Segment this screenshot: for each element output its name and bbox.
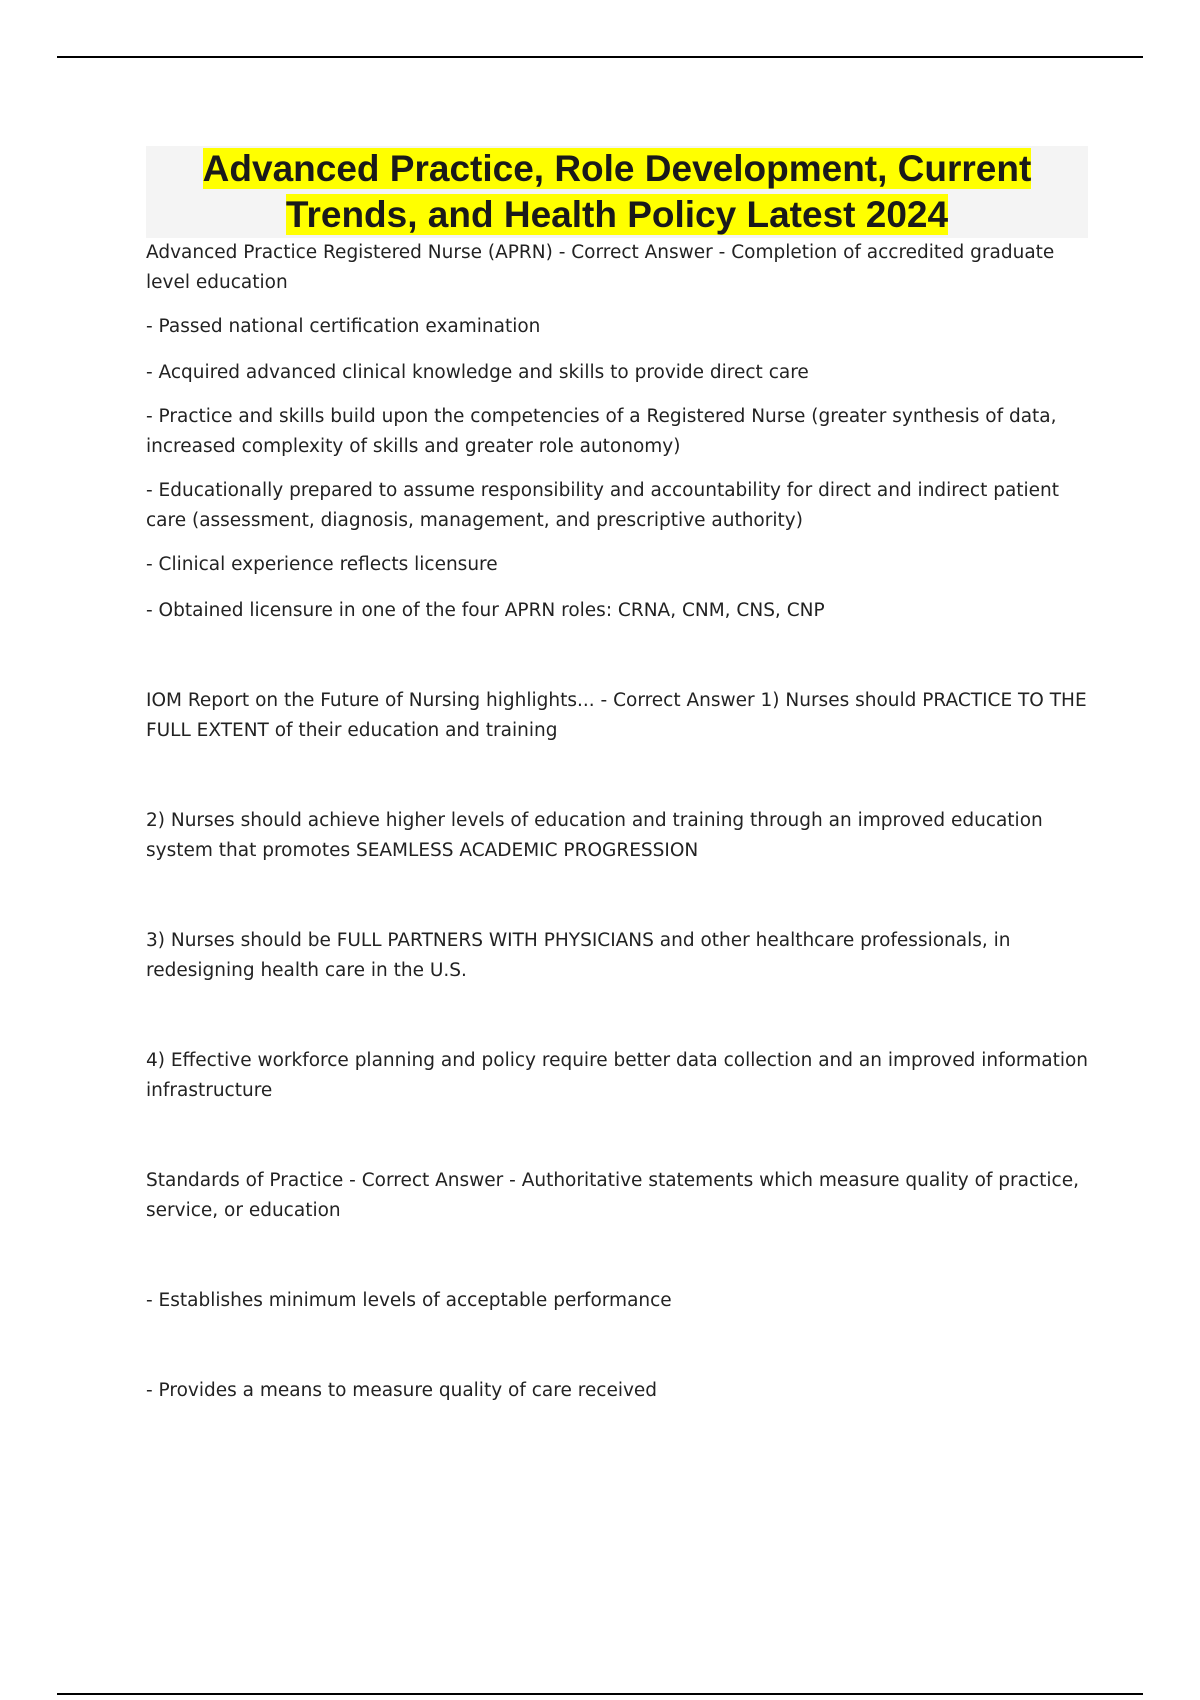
paragraph-bullet: - Passed national certification examination xyxy=(146,316,541,337)
paragraph-bullet: - Provides a means to measure quality of care received xyxy=(146,1380,658,1401)
paragraph-standards-of-practice: Standards of Practice - Correct Answer - Authoritative statements which measure quality of practice, service, or education xyxy=(146,1170,1079,1221)
paragraph-bullet: - Obtained licensure in one of the four APRN roles: CRNA, CNM, CNS, CNP xyxy=(146,600,825,621)
document-title xyxy=(146,146,1088,238)
paragraph-bullet: - Acquired advanced clinical knowledge and skills to provide direct care xyxy=(146,362,809,383)
paragraph-bullet: - Establishes minimum levels of acceptable performance xyxy=(146,1290,672,1311)
paragraph-iom-point-2: 2) Nurses should achieve higher levels of education and training through an improved education system that promotes SEAMLESS ACADEMIC PROGRESSION xyxy=(146,810,1043,861)
paragraph-bullet: - Clinical experience reflects licensure xyxy=(146,554,498,575)
title-line-2: Trends, and Health Policy Latest 2024 xyxy=(285,194,949,235)
paragraph-iom-report: IOM Report on the Future of Nursing highlights... - Correct Answer 1) Nurses should PRACTICE TO THE FULL EXTENT of their education and training xyxy=(146,690,1087,741)
paragraph-iom-point-3: 3) Nurses should be FULL PARTNERS WITH PHYSICIANS and other healthcare professionals, in redesigning health care in the U.S. xyxy=(146,930,1011,981)
paragraph-bullet: - Educationally prepared to assume responsibility and accountability for direct and indirect patient care (assessment, diagnosis, management, and prescriptive authority) xyxy=(146,480,1060,531)
title-line-1: Advanced Practice, Role Development, Current xyxy=(202,148,1032,189)
bottom-rule xyxy=(57,1693,1143,1695)
title-block xyxy=(146,146,1088,238)
paragraph-aprn-definition: Advanced Practice Registered Nurse (APRN) - Correct Answer - Completion of accredited graduate level education xyxy=(146,242,1055,293)
paragraph-iom-point-4: 4) Effective workforce planning and policy require better data collection and an improved information infrastructure xyxy=(146,1050,1089,1101)
top-rule xyxy=(57,56,1143,58)
document-body xyxy=(146,238,1088,1406)
paragraph-bullet: - Practice and skills build upon the competencies of a Registered Nurse (greater synthesis of data, increased complexity of skills and greater role autonomy) xyxy=(146,406,1057,457)
